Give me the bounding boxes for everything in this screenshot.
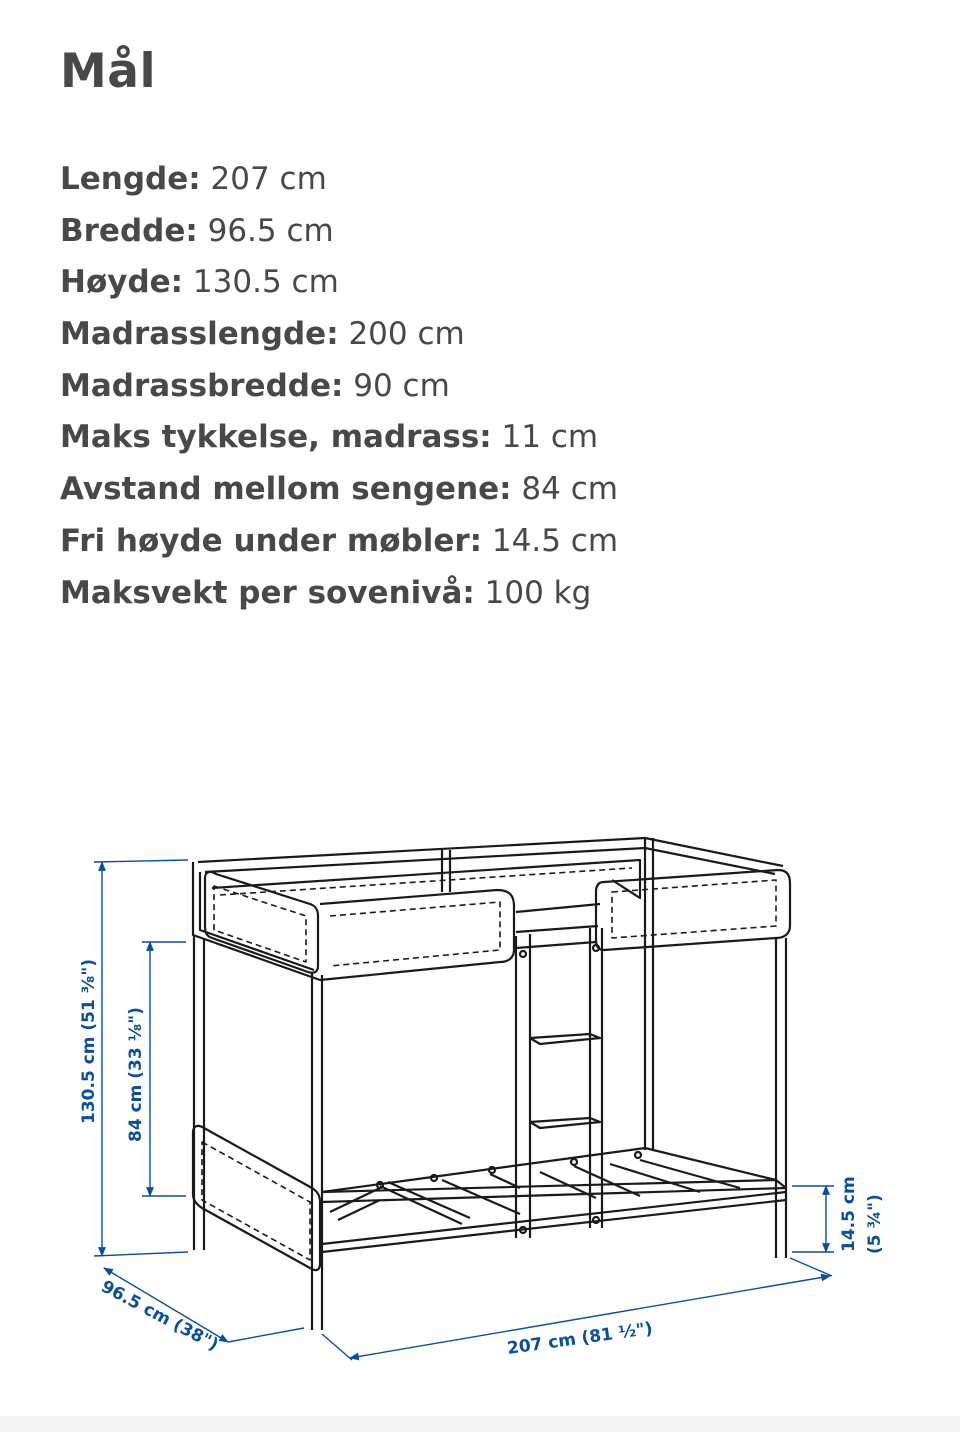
spec-length — [60, 154, 618, 206]
spec-mattress-width — [60, 361, 618, 413]
spec-value: 11 cm — [501, 419, 599, 456]
spec-label: Fri høyde under møbler: — [60, 522, 483, 559]
width-dimension-label: 96.5 cm (38") — [97, 1276, 222, 1356]
between-beds-dimension-label: 84 cm (33 ⅛") — [126, 1007, 146, 1142]
footer-strip — [0, 1416, 960, 1432]
page-title: Mål — [60, 44, 157, 99]
spec-label: Madrasslengde: — [60, 316, 339, 353]
spec-value: 90 cm — [353, 367, 450, 404]
spec-label: Avstand mellom sengene: — [60, 471, 512, 508]
height-dimension-label: 130.5 cm (51 ⅜") — [79, 959, 99, 1124]
spec-value: 14.5 cm — [491, 522, 619, 559]
spec-distance-between-beds — [60, 464, 618, 516]
spec-value: 207 cm — [210, 161, 327, 197]
spec-value: 96.5 cm — [207, 212, 334, 249]
spec-width — [60, 206, 618, 258]
spec-label: Høyde: — [60, 264, 184, 301]
spec-height — [60, 257, 618, 309]
spec-clearance-under — [60, 516, 618, 568]
spec-list — [60, 154, 618, 619]
bed-illustration — [193, 838, 790, 1330]
clearance-dimension-label: 14.5 cm — [839, 1176, 859, 1252]
spec-value: 84 cm — [521, 471, 618, 508]
spec-mattress-length — [60, 309, 618, 361]
spec-value: 100 kg — [484, 574, 592, 611]
spec-value: 200 cm — [348, 316, 465, 353]
spec-label: Madrassbredde: — [60, 367, 344, 404]
clearance-imperial-label: (5 ¾") — [865, 1194, 885, 1254]
spec-max-mattress-thickness — [60, 412, 618, 464]
length-dimension-label: 207 cm (81 ½") — [505, 1318, 654, 1359]
bunk-bed-diagram — [0, 820, 960, 1432]
spec-label: Maksvekt per sovenivå: — [60, 574, 475, 611]
spec-max-weight — [60, 568, 618, 620]
spec-label: Lengde: — [60, 161, 201, 197]
spec-label: Maks tykkelse, madrass: — [60, 419, 492, 456]
spec-value: 130.5 cm — [192, 264, 339, 301]
spec-label: Bredde: — [60, 212, 198, 249]
